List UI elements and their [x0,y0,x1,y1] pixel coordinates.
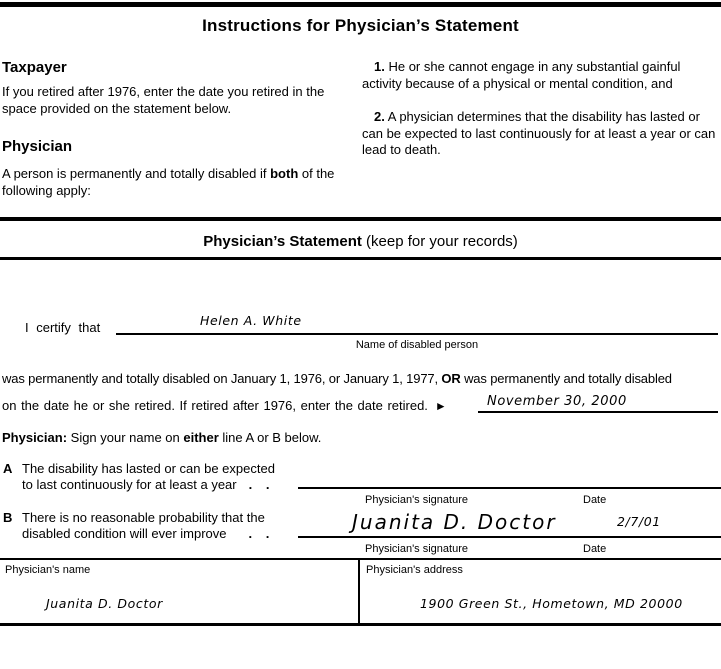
statement-intro-line1 [2,371,672,388]
condition-1-text: He or she cannot engage in any substantial gainful activity because of a physical or mental condition, and [362,59,681,91]
condition-2 [362,109,719,159]
date-label-2: Date [583,543,607,555]
item-a-dot-leader: . . [248,477,270,492]
signature-label-2: Physician's signature [365,543,468,555]
item-b-line2 [22,526,269,543]
top-rule [0,2,721,7]
signature-b-value[interactable]: Juanita D. Doctor [352,510,557,534]
item-a-line2 [22,477,269,494]
intro-line2-text: on the date he or she retired. If retired after 1976, enter the date retired. [2,398,428,413]
statement-heading [0,233,721,250]
footer-table-bottom-border [0,623,721,626]
date-label-1: Date [583,494,607,506]
item-a-letter: A [3,461,13,476]
date-retired-value[interactable]: November 30, 2000 [487,394,627,409]
signature-b-date-value[interactable]: 2/7/01 [617,514,661,529]
footer-table-top-border [0,558,721,560]
signature-line-a[interactable] [298,487,721,489]
condition-1-number: 1. [374,59,385,74]
section-rule-bottom [0,257,721,260]
intro-line1-bold: OR [441,371,461,386]
signature-label-1: Physician's signature [365,494,468,506]
condition-1 [362,59,719,92]
disabled-person-name-value[interactable]: Helen A. White [200,313,302,328]
physician-address-value[interactable]: 1900 Green St., Hometown, MD 20000 [420,596,683,611]
arrow-right-icon: ► [434,399,447,413]
condition-2-text: A physician determines that the disability has lasted or can be expected to last continuously for at least a year or can lead to death. [362,109,716,157]
physician-body-bold: both [270,166,299,181]
sign-instruction-post: line A or B below. [218,430,322,445]
section-rule-top [0,217,721,221]
item-b-letter: B [3,510,13,525]
item-b-dot-leader: . . [248,526,270,541]
certify-label: I certify that [25,320,101,335]
physician-body-pre: A person is permanently and totally disabled if [2,166,271,181]
item-b-line2-text: disabled condition will ever improve [22,526,227,541]
signature-line-b[interactable] [298,536,721,538]
condition-2-number: 2. [374,109,385,124]
physician-address-label: Physician's address [366,564,463,576]
physician-body-post: of the following apply: [2,166,335,198]
disabled-person-name-field[interactable] [116,333,718,335]
date-retired-field[interactable] [478,411,718,413]
physician-name-label: Physician's name [5,564,91,576]
taxpayer-heading: Taxpayer [2,59,67,76]
sign-instruction-bold1: Physician: [2,430,68,445]
physician-heading: Physician [2,138,73,155]
item-a-line1: The disability has lasted or can be expected [22,461,275,476]
footer-table-divider [358,558,360,626]
name-caption: Name of disabled person [355,339,479,351]
item-b-line1: There is no reasonable probability that the [22,510,265,525]
physician-body [2,166,354,199]
intro-line1-pre: was permanently and totally disabled on January 1, 1976, or January 1, 1977, [2,371,442,386]
item-a-line2-text: to last continuously for at least a year [22,477,237,492]
page-title [0,16,721,36]
page-title-text: Instructions for Physician’s Statement [202,16,519,35]
intro-line1-post: was permanently and totally disabled [460,371,672,386]
statement-intro-line2 [2,398,447,415]
sign-instruction-mid: Sign your name on [67,430,184,445]
sign-instruction [2,430,321,447]
physician-name-value[interactable]: Juanita D. Doctor [46,596,163,611]
statement-heading-normal: (keep for your records) [361,233,518,250]
taxpayer-body: If you retired after 1976, enter the date you retired in the space provided on the statement below. [2,84,325,116]
sign-instruction-bold2: either [183,430,219,445]
statement-heading-bold: Physician’s Statement [203,233,362,250]
